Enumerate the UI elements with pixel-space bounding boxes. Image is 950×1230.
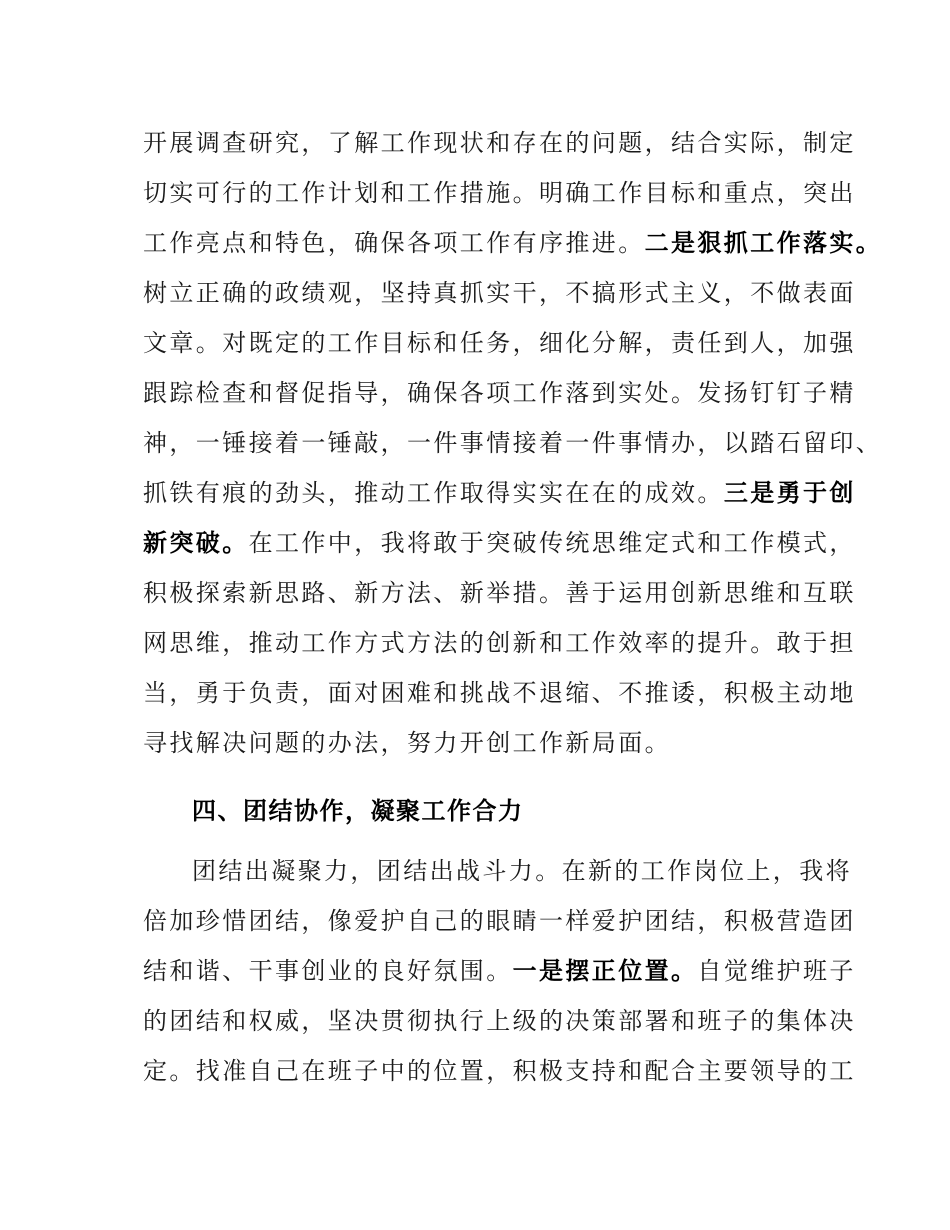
emphasis-point-two: 二是狠抓工作落实。 — [644, 229, 883, 257]
paragraph-line — [143, 955, 856, 987]
paragraph-line — [143, 277, 856, 309]
paragraph-line — [143, 577, 856, 609]
text-run: 当，勇于负责，面对困难和挑战不退缩、不推诿，积极主动地 — [143, 679, 856, 707]
text-run: 文章。对既定的工作目标和任务，细化分解，责任到人，加强 — [143, 329, 856, 357]
text-run: 定。找准自己在班子中的位置，积极支持和配合主要领导的工 — [143, 1057, 856, 1085]
text-run: 网思维，推动工作方式方法的创新和工作效率的提升。敢于担 — [143, 629, 856, 657]
text-run: 积极探索新思路、新方法、新举措。善于运用创新思维和互联 — [143, 579, 856, 607]
text-run: 神，一锤接着一锤敲，一件事情接着一件事情办，以踏石留印、 — [143, 429, 883, 457]
emphasis-point-one: 一是摆正位置。 — [512, 957, 698, 985]
text-run: 团结出凝聚力，团结出战斗力。在新的工作岗位上，我将 — [192, 857, 852, 885]
text-run: 切实可行的工作计划和工作措施。明确工作目标和重点，突出 — [143, 179, 856, 207]
text-run: 寻找解决问题的办法，努力开创工作新局面。 — [143, 729, 671, 757]
paragraph-line — [143, 227, 882, 259]
paragraph-line — [143, 627, 856, 659]
paragraph-line — [143, 1005, 856, 1037]
paragraph-line — [143, 377, 856, 409]
paragraph-line — [143, 127, 856, 159]
text-run: 抓铁有痕的劲头，推动工作取得实实在在的成效。 — [143, 479, 724, 507]
paragraph-line — [143, 1055, 856, 1087]
paragraph-line — [143, 477, 856, 509]
paragraph-line — [143, 677, 856, 709]
text-run: 结和谐、干事创业的良好氛围。 — [143, 957, 513, 985]
text-run: 在工作中，我将敢于突破传统思维定式和工作模式， — [248, 529, 856, 557]
text-run: 跟踪检查和督促指导，确保各项工作落到实处。发扬钉钉子精 — [143, 379, 856, 407]
paragraph-line — [143, 327, 856, 359]
paragraph-line — [143, 727, 671, 759]
paragraph-line — [143, 427, 882, 459]
text-run: 倍加珍惜团结，像爱护自己的眼睛一样爱护团结，积极营造团 — [143, 907, 856, 935]
text-run: 树立正确的政绩观，坚持真抓实干，不搞形式主义，不做表面 — [143, 279, 856, 307]
emphasis-point-three-cont: 新突破。 — [143, 529, 249, 557]
section-heading: 四、团结协作，凝聚工作合力 — [192, 797, 524, 825]
paragraph-line — [143, 527, 856, 559]
text-run: 工作亮点和特色，确保各项工作有序推进。 — [143, 229, 645, 257]
text-run: 的团结和权威，坚决贯彻执行上级的决策部署和班子的集体决 — [143, 1007, 856, 1035]
paragraph-line — [143, 177, 856, 209]
paragraph-line — [143, 905, 856, 937]
paragraph-line — [192, 855, 852, 887]
text-run: 开展调查研究，了解工作现状和存在的问题，结合实际，制定 — [143, 129, 856, 157]
text-run: 自觉维护班子 — [697, 957, 856, 985]
emphasis-point-three: 三是勇于创 — [723, 479, 856, 507]
